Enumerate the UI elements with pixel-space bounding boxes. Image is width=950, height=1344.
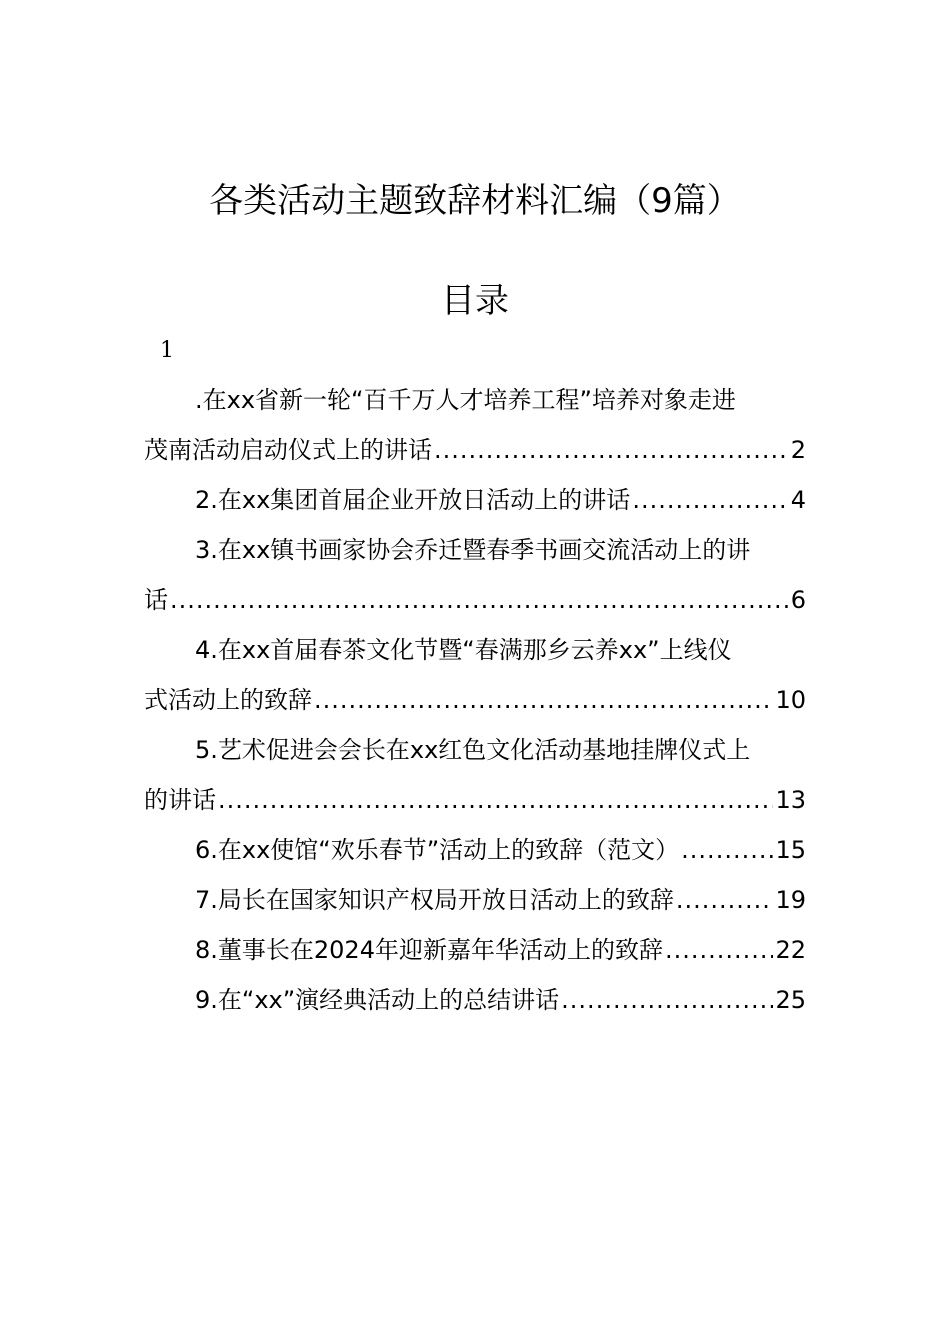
toc-entry-text: 5.艺术促进会会长在xx红色文化活动基地挂牌仪式上 — [195, 736, 751, 764]
toc-entry-text: 茂南活动启动仪式上的讲话 — [144, 436, 432, 464]
toc-heading: 目录 — [441, 281, 509, 321]
toc-page-number: 6 — [790, 586, 806, 614]
toc-entry-7[interactable] — [144, 875, 806, 925]
toc-entry-2[interactable] — [144, 475, 806, 525]
dot-leader — [676, 875, 774, 925]
toc-page-number: 2 — [790, 436, 806, 464]
toc-page-number: 13 — [775, 786, 806, 814]
toc-entry-text: 的讲话 — [144, 786, 216, 814]
toc-entry-text: 4.在xx首届春茶文化节暨“春满那乡云养xx”上线仪 — [195, 636, 732, 664]
dot-leader — [632, 475, 788, 525]
toc-entry-text: 9.在“xx”演经典活动上的总结讲话 — [195, 986, 560, 1014]
toc-page-number: 22 — [775, 936, 806, 964]
toc-entry-4-line-1[interactable] — [144, 625, 806, 675]
toc-entry-text: 3.在xx镇书画家协会乔迁暨春季书画交流活动上的讲 — [195, 536, 751, 564]
toc-entry-5-line-1[interactable] — [144, 725, 806, 775]
toc-entry-1-line-1[interactable] — [144, 375, 806, 425]
toc-page-number: 4 — [790, 486, 806, 514]
toc-entry-3-line-1[interactable] — [144, 525, 806, 575]
dot-leader — [434, 425, 789, 475]
toc-entry-text: 8.董事长在2024年迎新嘉年华活动上的致辞 — [195, 936, 663, 964]
dot-leader — [561, 975, 773, 1025]
dot-leader — [314, 675, 773, 725]
toc-entry-1-line-2[interactable] — [144, 425, 806, 475]
page-mark: 1 — [160, 338, 174, 363]
dot-leader — [681, 825, 773, 875]
toc-entry-text: 话 — [144, 586, 168, 614]
toc-entry-text: .在xx省新一轮“百千万人才培养工程”培养对象走进 — [195, 386, 736, 414]
toc-entry-9[interactable] — [144, 975, 806, 1025]
toc-entry-5-line-2[interactable] — [144, 775, 806, 825]
toc-entry-text: 7.局长在国家知识产权局开放日活动上的致辞 — [195, 886, 674, 914]
toc-page-number: 10 — [775, 686, 806, 714]
toc-page-number: 15 — [775, 836, 806, 864]
toc-page-number: 25 — [775, 986, 806, 1014]
dot-leader — [665, 925, 773, 975]
toc-page-number: 19 — [775, 886, 806, 914]
toc-entry-text: 式活动上的致辞 — [144, 686, 312, 714]
document-title: 各类活动主题致辞材料汇编（9篇） — [209, 181, 741, 221]
toc-entry-3-line-2[interactable] — [144, 575, 806, 625]
toc-entry-8[interactable] — [144, 925, 806, 975]
table-of-contents — [144, 375, 806, 1025]
toc-entry-text: 2.在xx集团首届企业开放日活动上的讲话 — [195, 486, 631, 514]
toc-entry-text: 6.在xx使馆“欢乐春节”活动上的致辞（范文） — [195, 836, 680, 864]
toc-entry-4-line-2[interactable] — [144, 675, 806, 725]
toc-entry-6[interactable] — [144, 825, 806, 875]
dot-leader — [218, 775, 773, 825]
dot-leader — [170, 575, 789, 625]
